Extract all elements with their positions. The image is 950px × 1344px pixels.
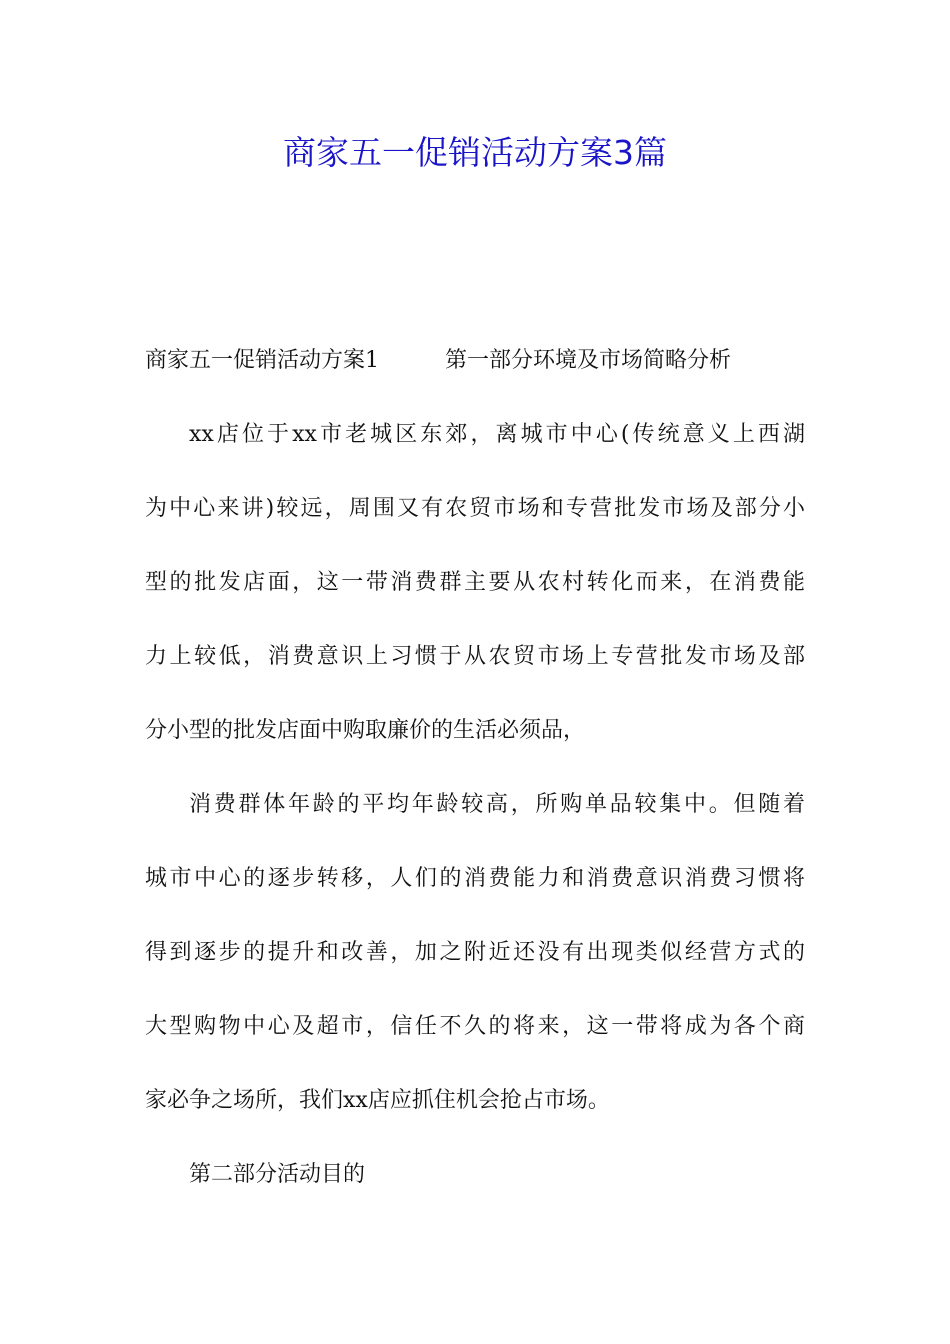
paragraph-line: 力上较低，消费意识上习惯于从农贸市场上专营批发市场及部 xyxy=(145,644,805,669)
paragraph-line: 大型购物中心及超市，信任不久的将来，这一带将成为各个商 xyxy=(145,1014,805,1039)
paragraph-consumer xyxy=(145,780,805,1126)
paragraph-line: 城市中心的逐步转移，人们的消费能力和消费意识消费习惯将 xyxy=(145,866,805,891)
paragraph-line: 型的批发店面，这一带消费群主要从农村转化而来，在消费能 xyxy=(145,570,805,595)
paragraph-line: 为中心来讲)较远，周围又有农贸市场和专营批发市场及部分小 xyxy=(145,496,805,521)
paragraph-line: xx店位于xx市老城区东郊，离城市中心(传统意义上西湖 xyxy=(189,422,805,447)
section-label: 商家五一促销活动方案1 xyxy=(145,348,379,373)
document-title: 商家五一促销活动方案3篇 xyxy=(283,133,667,172)
paragraph-line: 分小型的批发店面中购取廉价的生活必须品， xyxy=(145,718,586,743)
section-heading-objectives: 第二部分活动目的 xyxy=(189,1162,366,1187)
section-heading: 第一部分环境及市场简略分析 xyxy=(445,348,732,373)
document-body xyxy=(145,336,805,1200)
paragraph-environment xyxy=(145,410,805,756)
paragraph-line: 消费群体年龄的平均年龄较高，所购单品较集中。但随着 xyxy=(189,792,805,817)
paragraph-line: 家必争之场所，我们xx店应抓住机会抢占市场。 xyxy=(145,1088,610,1113)
section-heading-line xyxy=(145,336,805,386)
paragraph-line: 得到逐步的提升和改善，加之附近还没有出现类似经营方式的 xyxy=(145,940,805,965)
